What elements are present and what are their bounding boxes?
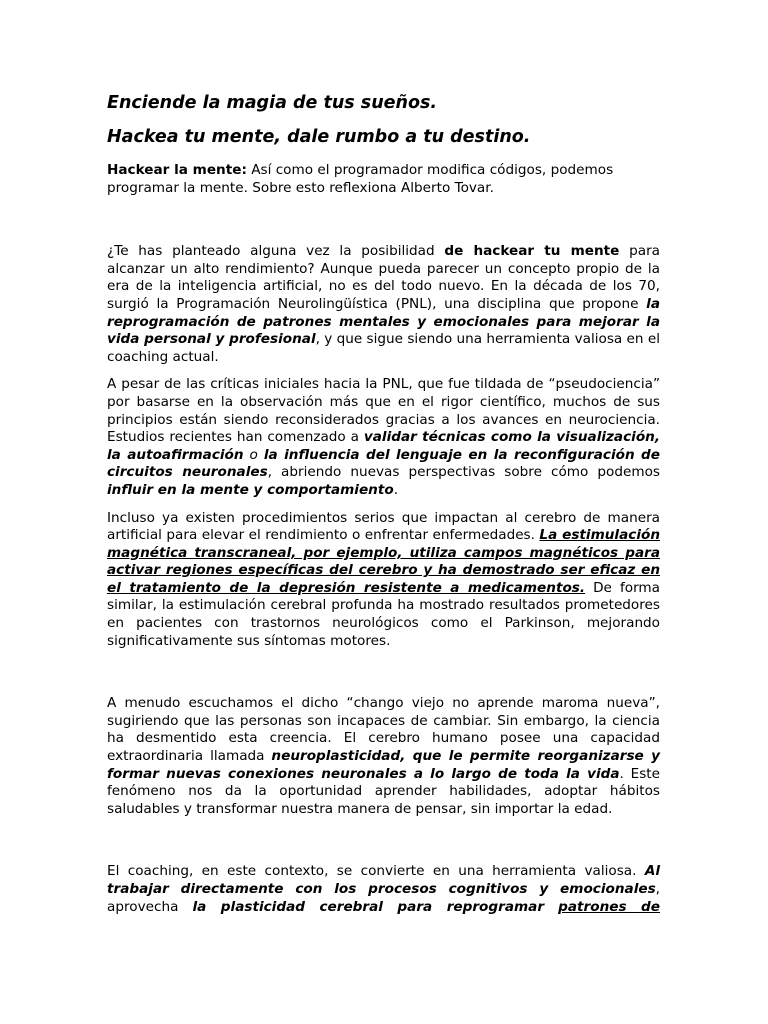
page-subtitle: Hackea tu mente, dale rumbo a tu destino. [107, 127, 531, 147]
paragraph-3 [107, 510, 660, 651]
document-page [107, 92, 660, 926]
bold-italic-run: la influencia del lenguaje en la reconfiguración de circuitos neuronales [107, 446, 661, 481]
bold-italic-run: la reprogramación de patrones mentales y emocionales para mejorar la vida personal y profesional [107, 295, 660, 348]
page-title: Enciende la magia de tus sueños. [107, 93, 438, 113]
text-run: A pesar de las críticas iniciales hacia la PNL, que fue tildada de “pseudociencia” por basarse en la observación más que en el rigor científico, muchos de sus principios están siendo reconsiderados gracias a los avances en neurociencia. Estudios recientes han comenzado a [107, 376, 660, 446]
paragraph-5 [107, 863, 660, 916]
text-run: para alcanzar un alto rendimiento? Aunque pueda parecer un concepto propio de la era de la inteligencia artificial, no es del todo nuevo. En la década de los 70, surgió la Programación Neurolingüística (PNL), una disciplina que propone [107, 243, 661, 312]
intro-label: Hackear la mente: [107, 162, 247, 178]
paragraph-1 [107, 243, 660, 366]
text-run: ¿Te has planteado alguna vez la posibilidad [107, 243, 445, 260]
bold-italic-run: neuroplasticidad, que le permite reorganizarse y formar nuevas conexiones neuronales a lo largo de toda la vida [107, 748, 660, 782]
text-run: Incluso ya existen procedimientos serios que impactan al cerebro de manera artificial para elevar el rendimiento o enfrentar enfermedades. [107, 509, 660, 544]
underlined-run: patrones de [558, 898, 660, 915]
underlined-run: La estimulación magnética transcraneal, por ejemplo, utiliza campos magnéticos para activar regiones específicas del cerebro y ha demostrado ser eficaz en el tratamiento de la depresión resistente a medicamentos. [107, 527, 660, 596]
text-run: De forma similar, la estimulación cerebral profunda ha mostrado resultados prometedores en pacientes con trastornos neurológicos como el Parkinson, mejorando significativamente sus síntomas motores. [107, 579, 660, 649]
text-run: A menudo escuchamos el dicho “chango viejo no aprende maroma nueva”, sugiriendo que las personas son incapaces de cambiar. Sin embargo, la ciencia ha desmentido esta creencia. El cerebro humano posee una capacidad extraordinaria llamada [107, 695, 660, 765]
paragraph-4 [107, 695, 660, 818]
text-run: , aprovecha [107, 881, 660, 915]
bold-italic-run: validar técnicas como la visualización, la autoafirmación [107, 429, 660, 463]
text-run: , y que sigue siendo una herramienta valiosa en el coaching actual. [107, 331, 661, 365]
text-run [544, 899, 558, 915]
text-run: El coaching, en este contexto, se convierte en una herramienta valiosa. [107, 863, 645, 880]
italic-run: o [243, 446, 264, 463]
spacer [107, 828, 660, 863]
text-run: . [393, 481, 399, 498]
intro-paragraph [107, 162, 660, 197]
text-run: . Este fenómeno nos da la oportunidad aprender habilidades, adoptar hábitos saludables y transformar nuestra manera de pensar, sin importar la edad. [107, 765, 660, 817]
bold-run: de hackear tu mente [444, 243, 620, 260]
bold-italic-run: la plasticidad cerebral para reprogramar [192, 898, 545, 915]
paragraph-2 [107, 376, 660, 499]
intro-text: Así como el programador modifica códigos, podemos programar la mente. Sobre esto reflexiona Alberto Tovar. [107, 162, 614, 196]
bold-italic-run: Al trabajar directamente con los procesos cognitivos y emocionales [107, 863, 660, 897]
bold-italic-run: influir en la mente y comportamiento [107, 481, 394, 498]
text-run: , abriendo nuevas perspectivas sobre cómo podemos [267, 464, 660, 481]
spacer [107, 207, 660, 243]
spacer [107, 660, 660, 695]
